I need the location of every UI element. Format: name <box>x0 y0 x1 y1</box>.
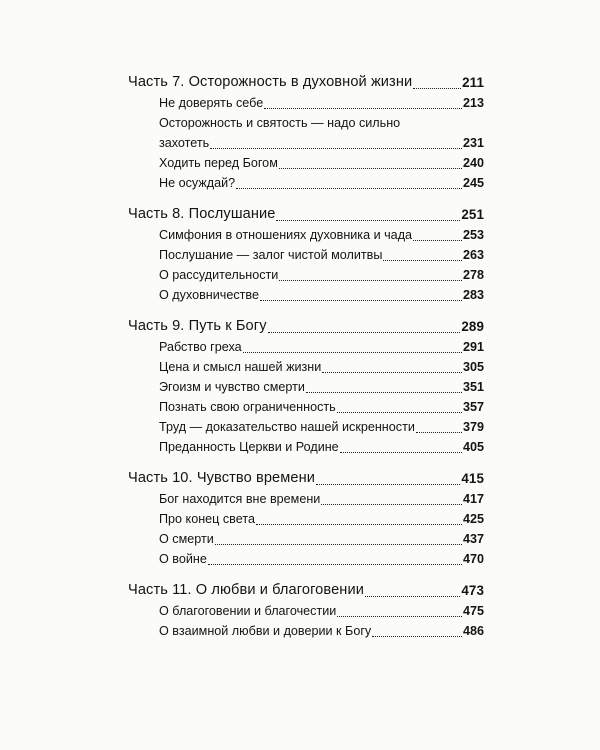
toc-chapter-entry <box>128 377 484 397</box>
chapter-title: О рассудительности <box>159 268 279 282</box>
toc-section-part-11 <box>128 580 484 641</box>
chapter-title: Ходить перед Богом <box>159 156 278 170</box>
page-number: 437 <box>462 532 484 546</box>
chapter-title: Послушание — залог чистой молитвы <box>159 248 383 262</box>
toc-section-part-9 <box>128 316 484 457</box>
leader-dots <box>316 484 460 485</box>
page-number: 405 <box>462 440 484 454</box>
leader-dots <box>383 260 462 261</box>
leader-dots <box>416 432 462 433</box>
leader-dots <box>413 88 461 89</box>
part-title: Часть 11. О любви и благоговении <box>128 582 364 598</box>
page-number: 486 <box>462 624 484 638</box>
toc-chapter-entry <box>128 621 484 641</box>
toc-chapter-entry <box>128 549 484 569</box>
toc-part-entry <box>128 468 484 489</box>
leader-dots <box>256 524 462 525</box>
toc-chapter-entry <box>128 337 484 357</box>
toc-chapter-entry <box>128 153 484 173</box>
toc-chapter-entry <box>128 437 484 457</box>
toc-chapter-entry <box>128 489 484 509</box>
chapter-title: О смерти <box>159 532 214 546</box>
chapter-title: Не осуждай? <box>159 176 236 190</box>
chapter-title: О взаимной любви и доверии к Богу <box>159 624 372 638</box>
page-number: 417 <box>462 492 484 506</box>
page-number: 415 <box>461 471 484 486</box>
leader-dots <box>268 332 461 333</box>
leader-dots <box>260 300 462 301</box>
page-number: 473 <box>461 583 484 598</box>
leader-dots <box>208 564 462 565</box>
toc-chapter-entry <box>128 133 484 153</box>
leader-dots <box>321 504 462 505</box>
leader-dots <box>243 352 462 353</box>
chapter-title: Труд — доказательство нашей искренности <box>159 420 415 434</box>
toc-section-part-10 <box>128 468 484 569</box>
toc-part-entry <box>128 580 484 601</box>
toc-chapter-entry <box>128 509 484 529</box>
page-number: 253 <box>462 228 484 242</box>
leader-dots <box>413 240 462 241</box>
toc-chapter-entry <box>128 357 484 377</box>
toc-chapter-entry <box>128 285 484 305</box>
chapter-title: О войне <box>159 552 207 566</box>
page-number: 263 <box>462 248 484 262</box>
toc-chapter-entry <box>128 173 484 193</box>
page-number: 231 <box>462 136 484 150</box>
page-number: 213 <box>462 96 484 110</box>
toc-chapter-entry <box>128 397 484 417</box>
page-number: 351 <box>462 380 484 394</box>
leader-dots <box>276 220 460 221</box>
toc-chapter-entry <box>128 245 484 265</box>
table-of-contents <box>128 72 484 652</box>
toc-chapter-entry <box>128 601 484 621</box>
page-number: 470 <box>462 552 484 566</box>
page-number: 289 <box>461 319 484 334</box>
leader-dots <box>322 372 462 373</box>
page-number: 475 <box>462 604 484 618</box>
page-number: 291 <box>462 340 484 354</box>
toc-chapter-entry <box>128 529 484 549</box>
toc-section-part-8 <box>128 204 484 305</box>
leader-dots <box>279 168 462 169</box>
page-number: 211 <box>462 75 484 90</box>
chapter-title: Не доверять себе <box>159 96 264 110</box>
chapter-title: О духовничестве <box>159 288 259 302</box>
part-title: Часть 7. Осторожность в духовной жизни <box>128 74 413 90</box>
leader-dots <box>279 280 462 281</box>
leader-dots <box>372 636 462 637</box>
leader-dots <box>306 392 462 393</box>
toc-chapter-entry <box>128 417 484 437</box>
toc-part-entry <box>128 72 484 93</box>
toc-chapter-entry <box>128 93 484 113</box>
chapter-title: О благоговении и благочестии <box>159 604 337 618</box>
page-number: 425 <box>462 512 484 526</box>
leader-dots <box>236 188 462 189</box>
part-title: Часть 8. Послушание <box>128 206 276 222</box>
chapter-title: Рабство греха <box>159 340 242 354</box>
part-title: Часть 9. Путь к Богу <box>128 318 267 334</box>
leader-dots <box>215 544 462 545</box>
leader-dots <box>365 596 460 597</box>
page-number: 357 <box>462 400 484 414</box>
chapter-title: Симфония в отношениях духовника и чада <box>159 228 413 242</box>
page-number: 305 <box>462 360 484 374</box>
toc-chapter-entry <box>128 265 484 285</box>
page-number: 251 <box>461 207 484 222</box>
toc-section-part-7 <box>128 72 484 193</box>
leader-dots <box>337 412 462 413</box>
chapter-title-line1: Осторожность и святость — надо сильно <box>159 116 401 130</box>
chapter-title: Эгоизм и чувство смерти <box>159 380 305 394</box>
chapter-title: захотеть <box>159 136 210 150</box>
page-number: 379 <box>462 420 484 434</box>
chapter-title: Преданность Церкви и Родине <box>159 440 339 454</box>
chapter-title: Познать свою ограниченность <box>159 400 336 414</box>
toc-part-entry <box>128 316 484 337</box>
leader-dots <box>264 108 462 109</box>
leader-dots <box>210 148 462 149</box>
chapter-title: Цена и смысл нашей жизни <box>159 360 322 374</box>
page-number: 283 <box>462 288 484 302</box>
part-title: Часть 10. Чувство времени <box>128 470 316 486</box>
page-number: 245 <box>462 176 484 190</box>
chapter-title: Про конец света <box>159 512 255 526</box>
chapter-title: Бог находится вне времени <box>159 492 321 506</box>
toc-chapter-title-line1 <box>128 113 484 133</box>
leader-dots <box>337 616 462 617</box>
toc-part-entry <box>128 204 484 225</box>
page-number: 240 <box>462 156 484 170</box>
leader-dots <box>340 452 462 453</box>
toc-chapter-entry <box>128 225 484 245</box>
page-number: 278 <box>462 268 484 282</box>
